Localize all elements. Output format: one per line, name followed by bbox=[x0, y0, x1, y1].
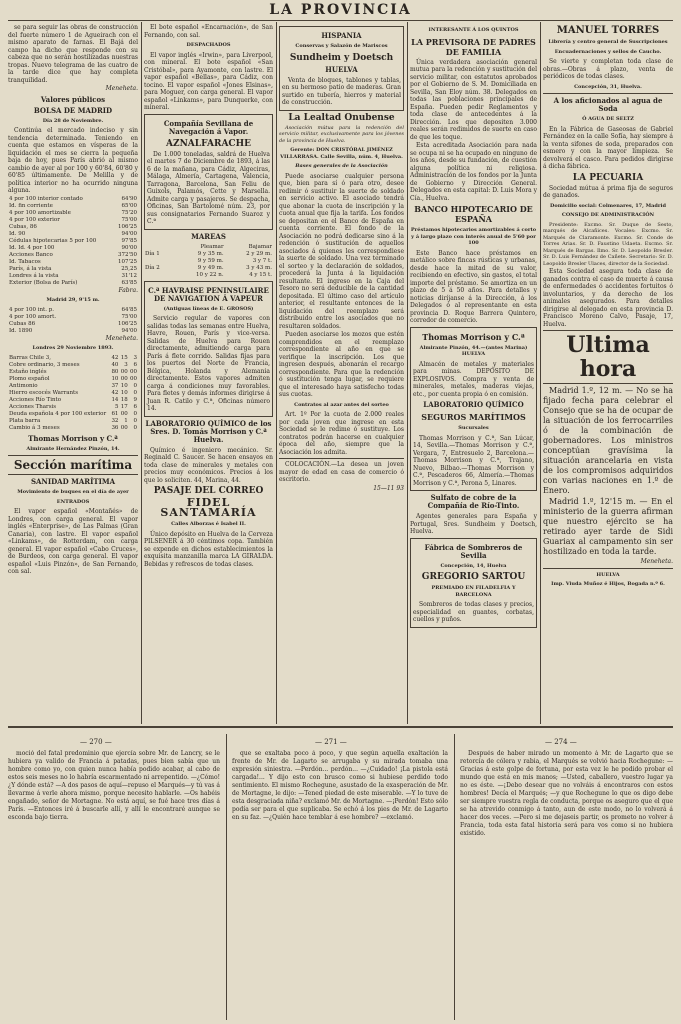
ad-subheading: Conservas y Salazón de Mariscos bbox=[295, 43, 388, 49]
consejo-text: Presidente: Excmo. Sr. Duque de Sesto, marqués de Alcañices. Vocales: Excmo. Sr. Marqués de Claramonte. Excmo. Sr. Conde de Torres Arias. Sr. D. Faustino Udaeta. Excmo. Sr. Marqués de Bargas. Ilmo. Sr. D. Leopoldo Bresler. Sr. D. Luis Fernández de Cañete. Secretario: Sr. D. Leopoldo Bresler Ulaces, director de la Sociedad. bbox=[543, 221, 673, 267]
table-row: Acciones Tharsis 5 17 6 bbox=[9, 403, 137, 410]
previsora-text: Única verdadera asociación general mutua para la redención y sustitución del servicio militar, con estatutos aprobados por el Gobierno de S. M. Domiciliada en Sevilla, San Eloy núm. 38. Delegados en todas las poblaciones principales de España. Pueden pedir Reglamentos y toda clase de antecedentes á la Dirección. Los que depositen 3.000 reales serán redimidos de suerte en caso de que les toque. bbox=[410, 58, 537, 141]
ad-text: De 1.000 toneladas, saldrá de Huelva el martes 7 de Diciembre de 1893, á las 6 de la mañana, para Cádiz, Algeciras, Málaga, Almería, Cartagena, Valencia, Tarragona, Barcelona, San Feliu de Guixols, Palamós, Cette y Marsella. Admite carga y pasajeros. Se despacha, Oficinas, San Bartolomé núm. 23, por sus consignatarios Fernando Suaroz y C.ª bbox=[147, 150, 270, 225]
ad-title: Sundheim y Doetsch bbox=[289, 52, 394, 63]
ad-title: Thomas Morrison y C.ª bbox=[422, 331, 525, 342]
hispania-ad bbox=[279, 26, 404, 111]
table-row: Acciones Banco 372'50 bbox=[9, 251, 137, 258]
ad-heading: C.ª HAVRAISE PENINSULAIRE DE NAVIGATION Á VAPEUR bbox=[148, 285, 269, 303]
table-row: 10 y 22 n. 4 y 15 t. bbox=[195, 271, 272, 278]
table-row: Acciones Río Tinto 14 18 9 bbox=[9, 396, 137, 403]
bases-paragraph: Puede asociarse cualquier persona que, bien para sí ó para otro, desee redimir ó sustituir la suerte de soldado en servicio activo. El asociado tendrá que abonar la cuota de inscripción y la cuota anual que fija la tarifa. Los fondos se depositan en el Banco de España en cuenta corriente. El fondo de la Asociación no podrá dedicarse sino á la redención ó sustitución de aquellos asociados á quienes les correspondiese la suerte de soldado. Una vez terminado el sorteo y la declaración de soldados, procederá la Junta á la liquidación resultante. El ingreso en la Caja del Tesoro no será deducible de la cantidad depositada. El último caso del artículo anterior, el resultante entonces de la liquidación del reemplazo será distribuido entre los asociados que no resultaren soldados. bbox=[279, 172, 404, 330]
serial-text: que se exaltaba poco á poco, y que según aquella exaltación la frente de Mr. de Lagarto se arrugaba y su mirada tomaba una expresión siniestra. —Perdón... perdón... —¿Cuidado! ¡La pistola está cargada!... Y dijo esto con brusco como si hubiese perdido todo sentimiento. El mismo Rochegune, asustado de la exasperación de Mr. de Mortagne, le dijo: —Tened piedad de este miserable. —Y lo tuve de esta desgraciada niña? exclamó Mr. de Mortagne. —¡Perdón! Esto sólo podía ser para el que suplicaba. Se echó á los pies de Mr. de Lagarto en su faz. —¿Quién hace temblar á ese hombre? —exclamó. bbox=[232, 750, 448, 821]
serial-column-rule bbox=[226, 734, 227, 1020]
ad-text: Sombreros de todas clases y precios, especialidad en guantes, corbatas, cuellos y puños. bbox=[413, 601, 534, 623]
table-row: Estaño inglés 80 00 00 bbox=[9, 368, 137, 375]
contrato-heading: Contratos al azar antes del sorteo bbox=[294, 401, 389, 408]
table-row: Id. Id. 4 por 100 90'00 bbox=[9, 244, 137, 251]
serial-column-3 bbox=[460, 750, 673, 1020]
table-row: Pleamar Bajamar bbox=[200, 243, 272, 250]
torres-address: Concepción, 31, Huelva. bbox=[574, 83, 642, 90]
source-line: Thomas Morrison y C.ª bbox=[28, 433, 118, 443]
table-row: Plomo español 10 00 00 bbox=[9, 375, 137, 382]
fidel-heading: FIDEL SANTAMARÍA bbox=[160, 496, 257, 519]
table-row: Cédulas hipotecarias 5 por 100 97'85 bbox=[9, 237, 137, 244]
lealtad-subtitle: Asociación mútua para la redención del servicio militar, exclusivamente para los jóvenes de la provincia de Huelva. bbox=[279, 124, 404, 144]
table-row: Cubas, 86 106'25 bbox=[9, 223, 137, 230]
serial-column-2 bbox=[232, 750, 448, 1020]
divider bbox=[8, 474, 138, 475]
column-4 bbox=[410, 24, 537, 724]
section-heading: MAREAS bbox=[191, 231, 226, 241]
ad-heading: Fábrica de Sombreros de Sevilla bbox=[424, 542, 523, 560]
signature: Meneheta. bbox=[105, 85, 138, 92]
ships-paragraph: El bote español «Encarnación», de San Fernando, con sal. bbox=[144, 24, 273, 39]
pasaje-heading: PASAJE DEL CORREO bbox=[153, 486, 264, 496]
table-row: Barras Chile 3, 42 15 3 bbox=[9, 354, 137, 361]
hipotecario-text: Este Banco hace préstamos en metálico sobre fincas rústicas y urbanas, desde hace la mitad de su valor, recibiendo en efectivo, sin gastos, el total importe del préstamo. Se amortiza en un plazo de 5 á 50 años. Para detalles y noticias diríjanse á la Dirección, á los Delegados ó al representante en esta provincia D. Roque Barrera Quintero, corredor de comercio. bbox=[410, 249, 537, 324]
table-row: Cubas 86 106'25 bbox=[9, 320, 137, 327]
folio-number: — 270 — bbox=[80, 738, 112, 746]
table-row: Id. fin corriente 65'00 bbox=[9, 202, 137, 209]
ad-title: GREGORIO SARTOU bbox=[421, 572, 526, 582]
pecuaria-text: Sociedad mútua á prima fija de seguros de ganados. bbox=[543, 184, 673, 199]
table-row: 4 por 100 amort. 75'00 bbox=[9, 313, 137, 320]
column-rule bbox=[141, 22, 142, 724]
column-2 bbox=[144, 24, 273, 724]
imprint-city: HUELVA bbox=[596, 571, 620, 578]
date-line: Londres 29 Noviembre 1893. bbox=[32, 345, 114, 351]
consejo-heading: CONSEJO DE ADMINISTRACIÓN bbox=[561, 212, 655, 218]
ad-text: Servicio regular de vapores con salidas todas las semanas entre Huelva, Havre, Rouen, París y vice-versa. Salidas de Huelva para Rouen directamente, admitiendo carga para París á flete corrido. Salidas fijas para los puertos del Norte de Francia, Bélgica, Holanda y Alemania directamente. Estos vapores admiten carga á condiciones muy favorables. Para fletes y demás informes dirigirse á Juan R. Catilo y C.ª, Oficinas número 14. bbox=[147, 315, 270, 412]
ad-city: HUELVA bbox=[325, 64, 358, 74]
imprint: Imp. Viuda Muñoz é Hijos, Bogada n.º 6. bbox=[551, 581, 665, 587]
pecuaria-address: Domicilio social: Colmenares, 17, Madrid bbox=[550, 202, 666, 209]
ad-text: Thomas Morrison y C.ª, San Lúcar, 14, Sevilla.—Thomas Morrison y C.ª, Vergara, 7, Entresuelo 2, Barcelona.—Thomas Morrison y C.ª, Trajano, Nuevo, Bilbao.—Thomas Morrison y C.ª, Pescaderos 66, Almería.—Thomas Morrison y C.ª, Perona 5, Linares. bbox=[413, 434, 534, 487]
divider bbox=[543, 93, 673, 94]
tides-table bbox=[144, 244, 273, 279]
divider bbox=[543, 330, 673, 331]
column-5 bbox=[543, 24, 673, 724]
subheading: DESPACHADOS bbox=[186, 42, 231, 48]
table-row: 4 por 100 interior contado 64'90 bbox=[9, 195, 137, 202]
ad-address: Concepción, 14, Huelva bbox=[440, 562, 507, 569]
table-row: Id. Tabacos 107'25 bbox=[9, 258, 137, 265]
ad-heading: HISPANIA bbox=[321, 31, 362, 40]
pecuaria-heading: LA PECUARIA bbox=[572, 172, 644, 183]
ad-subheading: PREMIADO EN FILADELFIA Y BARCELONA bbox=[431, 585, 516, 598]
divider bbox=[543, 383, 673, 384]
hipotecario-subheading: Préstamos hipotecarios amortizables á corto y á largo plazo con interés anual de 5'60 por 100 bbox=[410, 227, 537, 246]
source-address: Almirante Hernández Pinzón, 14. bbox=[26, 445, 120, 452]
ships-paragraph: El vapor español «Montañés» de Londres, con carga general. El vapor inglés «Enterprise», de Las Palmas (Gran Canaria), con lastre. El vapor español «Linkams», de Rotterdam, con carga general. El vapor español «Cabo Cruces», de Burdeos, con carga general. El vapor español «Luis Pinzón», de San Fernando, con sal. bbox=[8, 508, 138, 575]
table-row: Día 2 9 y 49 m. 3 y 43 m. bbox=[145, 264, 272, 271]
table-row: París, á la vista 25,25 bbox=[9, 265, 137, 272]
table-row: Deuda española 4 por 100 exterior 61 00 0 bbox=[9, 410, 137, 417]
hipotecario-heading: BANCO HIPOTECARIO DE ESPAÑA bbox=[414, 204, 533, 224]
folio-number: — 274 — bbox=[545, 738, 577, 746]
ad-subheading: (Antiguas líneas de E. GROSOS) bbox=[163, 305, 254, 312]
table-row: Id. 1890 94'00 bbox=[9, 327, 137, 334]
lealtad-address: Gerente: DON CRISTÓBAL JIMÉNEZ VILLARRASA. Calle Sevilla, núm. 4, Huelva. bbox=[280, 147, 403, 160]
table-row: Cobre ordinario, 3 meses 40 3 6 bbox=[9, 361, 137, 368]
market-paragraph: Continúa el mercado indeciso y sin tendencia determinada. Teniendo en cuenta que estamos en vísperas de la liquidación el mes se cierra la pequeña baja de hoy, pues París abrió al mismo cambio de ayer al por 100 y 60'84, 60'80 y 60'85 últimamente. De Melilla y de política interior no ha ocurrido ninguna alguna. bbox=[8, 127, 138, 194]
table-row: Antimonio 37 10 0 bbox=[9, 382, 137, 389]
date-line: Día 28 de Noviembre. bbox=[42, 117, 104, 124]
pecuaria-text: Esta Sociedad asegura toda clase de ganados contra el caso de muerte á causa de enfermedades ó accidentes fortuitos ó involuntarios, y da derecho de los animales asegurados. Para detalles dirigirse al delegado en esta provincia D. Francisco Moreno Calvo, Pasaje, 17, Huelva. bbox=[543, 268, 673, 328]
ad-address: Almirante Pinzón, 44.—(antes Marina) HUELVA bbox=[419, 344, 528, 357]
ad-heading: Compañía Sevillana de Navegación á Vapor. bbox=[163, 118, 254, 136]
ad-subheading: Sucursales bbox=[458, 425, 489, 431]
ultima-hora-heading: Ultima hora bbox=[566, 332, 650, 382]
fidel-address: Calles Alborzas é Isabel II. bbox=[171, 521, 246, 527]
section-title: Sección marítima bbox=[13, 458, 133, 472]
serial-text: moció del fatal predominio que ejercía sobre Mr. de Lancry, se le hubiera ya valido de Francia á patadas, pues bien sabía que un hombre como yo, con quien nunca había podido acabar, al cabo de estos seis meses no lo habría escarmentado ni arrepentido. —¿Cómo! ¿Y dónde está? —A dos pasos de aquí—repuso el Marqués—y tú vas á llevarme á verle ahora mismo, porque necesito hablarle. —Os habéis engañado, señor de Mortagne. No está aquí, se fué hace tres días á París. —Entonces iré á buscarle allí, y allí le encontraré aunque se esconda bajo tierra. bbox=[8, 750, 220, 821]
column-rule bbox=[407, 22, 408, 724]
agua-heading: A los aficionados al agua de Soda bbox=[553, 96, 663, 113]
ad-heading: LABORATORIO QUÍMICO bbox=[423, 400, 524, 409]
table-row: 9 y 59 m. 3 y 7 t. bbox=[197, 257, 272, 264]
serial-column-1 bbox=[8, 750, 220, 1020]
folio-number: — 271 — bbox=[315, 738, 347, 746]
shipping-ad bbox=[144, 114, 273, 230]
madrid-table bbox=[8, 307, 138, 335]
table-row: 4 por 100 amortizable 75'20 bbox=[9, 209, 137, 216]
signature: Fabra. bbox=[118, 286, 138, 294]
ad-heading: SEGUROS MARÍTIMOS bbox=[421, 412, 526, 422]
ad-text: Venta de bloques, tablones y tablas, en su hermoso patio de maderas. Gran surtido en tubería, hierros y material de construcción. bbox=[282, 76, 401, 106]
previsora-text: Esta acreditada Asociación para nada se ocupa ni se ha ocupado en ninguno de los años, desde su fundación, de cuestión alguna política ni religiosa. Administración de los fondos por la Junta de Gobierno y Dirección General. Delegados en esta capital: D. Luis Mora y Cía., Huelva. bbox=[410, 142, 537, 202]
table-row: Cambio á 3 meses 36 00 0 bbox=[9, 424, 137, 431]
section-heading: BOLSA DE MADRID bbox=[33, 105, 113, 115]
column-1 bbox=[8, 24, 138, 724]
news-paragraph: se para seguir las obras de construcción del fuerte número 1 de Agueirach con el mismo aparato de farnas. El Bajá del campo ha dicho que responde con su cabeza que no serán hostilizadas nuestras tropas. Nuevo telegrama de las cuatro de la tarde dice que hay completa tranquilidad. bbox=[8, 24, 138, 84]
torres-subheading: Librería y centro general de Suscripciones bbox=[548, 39, 668, 45]
subheading: ENTRADOS bbox=[56, 498, 90, 505]
news-flash: Madrid 1.º, 12'15 m. — En el ministerio de la guerra afirman que nuestro ejército se ha retirado ayer tarde de Sidi Guariax al campamento sin ser hostilizado en toda la tarde. bbox=[543, 497, 673, 556]
morrison-ad bbox=[410, 327, 537, 492]
column-rule bbox=[540, 22, 541, 724]
contrato-paragraph: Art. 1º Por la cuota de 2.000 reales por cada joven que ingrese en esta Sociedad se le redime ó sustituye. Los contratos podrán hacerse en cualquier época del año, siempre que la Asociación los admita. bbox=[279, 411, 404, 456]
signature: Meneheta. bbox=[105, 334, 138, 342]
date-line: Madrid 29, 9'15 m. bbox=[46, 297, 100, 303]
table-row: Exterior (Bolsa de París) 63'85 bbox=[9, 279, 137, 286]
bolsa-table bbox=[8, 196, 138, 287]
lealtad-heading: La Lealtad Onubense bbox=[288, 112, 395, 123]
column-rule bbox=[276, 22, 277, 724]
divider bbox=[543, 568, 673, 569]
serial-column-rule bbox=[454, 734, 455, 1020]
subheading: Movimiento de buques en el día de ayer bbox=[17, 489, 129, 495]
ad-title: AZNALFARACHE bbox=[166, 138, 251, 149]
section-heading: Valores públicos bbox=[40, 94, 106, 104]
divider bbox=[8, 455, 138, 456]
sulfato-text: Agentes generales para España y Portugal, Sres. Sundheim y Doetsch, Huelva. bbox=[410, 513, 537, 535]
agua-subheading: Ó AGUA DE SELTZ bbox=[582, 116, 634, 122]
section-heading: SANIDAD MARÍTIMA bbox=[30, 477, 116, 486]
bases-heading: Bases generales de la Asociación bbox=[295, 163, 388, 169]
lab-text: Químico é ingeniero mecánico. Sr. Reginald C. Saucer. Se hacen ensayos en toda clase de minerales y metales con precios muy económicos. Precios á los que lo soliciten. 44, Marina, 44. bbox=[144, 446, 273, 484]
divider bbox=[279, 458, 404, 459]
signature: Meneheta. bbox=[640, 558, 673, 565]
serial-rule bbox=[8, 726, 673, 728]
top-rule bbox=[8, 20, 673, 21]
table-row: Londres á la vista 31'12 bbox=[9, 272, 137, 279]
ships-paragraph: El vapor inglés «Irwin», para Liverpool, con mineral. El bote español «San Cristóbal», para Ayamonte, con lastre. El vapor español «Bellas», para Cádiz, con tocino. El vapor español «Jones Elsinas», para Moguer, con carga general. El vapor español «Linkams», para Dunquerke, con mineral. bbox=[144, 51, 273, 111]
bases-paragraph: Pueden asociarse los mozos que estén comprendidos en el reemplazo correspondiente al año en que se verifique la inscripción. Los que ingresen después, abonarán el recargo correspondiente. Para que la redención ó sustitución tenga lugar, se requiere que el interesado haya satisfecho todas sus cuotas. bbox=[279, 331, 404, 398]
london-table bbox=[8, 355, 138, 432]
torres-text: Se vierte y completan toda clase de obras.—Obras á plazo, venta de periódicos de todas clases. bbox=[543, 58, 673, 80]
serial-text: Después de haber mirado un momento á Mr. de Lagarto que se retorcía de cólera y rabia, el Marqués se volvió hacia Rochegune: —Gracias á este golpe de fortuna, por esta vez le he podido probar el mundo que está en mis manos; —Usted, caballero, vuestro lugar ya no es éste. —¡Debo desear que no volváis á encontraros con estos hombres! Decía el Marqués; —y que Rochegune lo que os digo debe ser siempre vuestra regla de conducta, porque os aseguro que el que se ha atrevido conmigo á tanto, aun de este modo, no lo volverá á hacer dos veces. —Pero si me dejaseis partir, os prometo no volver á Francia, toda esta fatal historia será para vos como si no hubiera existido. bbox=[460, 750, 673, 837]
ad-kicker: INTERESANTE Á LOS QUINTOS bbox=[428, 27, 519, 33]
previsora-heading: LA PREVISORA DE PADRES DE FAMILIA bbox=[411, 36, 536, 57]
agua-text: En la Fábrica de Gaseosas de Gabriel Fernández en la calle Sofía, hay siempre á la venta sifones de soda, preparados con esmero y con la mayor limpieza. Se devolverá el casco. Para pedidos dirigirse á dicha fábrica. bbox=[543, 125, 673, 170]
table-row: 4 por 100 exterior 75'00 bbox=[9, 216, 137, 223]
fidel-text: Único depósito en Huelva de la Cerveza PILSENER á 30 céntimos copa. También se expende en dichos establecimientos la exquisita manzanilla marca LA GIRALDA. Bebidas y refrescos de todas clases. bbox=[144, 530, 273, 568]
table-row: 4 por 100 int. p. 64'85 bbox=[9, 306, 137, 313]
column-3 bbox=[279, 24, 404, 724]
sombreros-ad bbox=[410, 538, 537, 628]
table-row: Día 1 9 y 35 m. 2 y 29 m. bbox=[145, 250, 272, 257]
news-flash: Madrid 1.º, 12 m. — No se ha fijado fecha para celebrar el Consejo que se ha de ocupar de la situación de los ferrocarriles ó de la combinación de gobernadores. Los ministros conceptúan gravísima la situación arancelaria en vista de los compromisos adquiridos con varias naciones en 1.º de Enero. bbox=[543, 386, 673, 495]
ad-reference: 15—11 93 bbox=[373, 484, 404, 492]
lab-heading: LABORATORIO QUÍMICO de los Sres. D. Tomás Morrison y C.ª Huelva. bbox=[145, 418, 272, 444]
torres-subheading: Encuadernaciones y sellos de Caucho. bbox=[554, 48, 662, 55]
table-row: Hierro escocés Warrants 42 10 0 bbox=[9, 389, 137, 396]
table-row: Id. 90 94'00 bbox=[9, 230, 137, 237]
torres-heading: MANUEL TORRES bbox=[556, 25, 660, 36]
havraise-ad bbox=[144, 281, 273, 417]
masthead: LA PROVINCIA bbox=[269, 2, 412, 18]
colocacion-ad: COLOCACIÓN.—La desea un joven mayor de edad en casa de comercio ó escritorio. bbox=[279, 461, 404, 483]
ad-text: Almacén de metales y materiales para minas. DEPÓSITO DE EXPLOSIVOS. Compra y venta de minerales, metales, maderas viejas, etc., por cuenta propia ó en comisión. bbox=[413, 360, 534, 398]
sulfato-heading: Sulfato de cobre de la Compañía de Río-Tinto. bbox=[427, 493, 520, 510]
table-row: Plata barra 32 1 0 bbox=[9, 417, 137, 424]
